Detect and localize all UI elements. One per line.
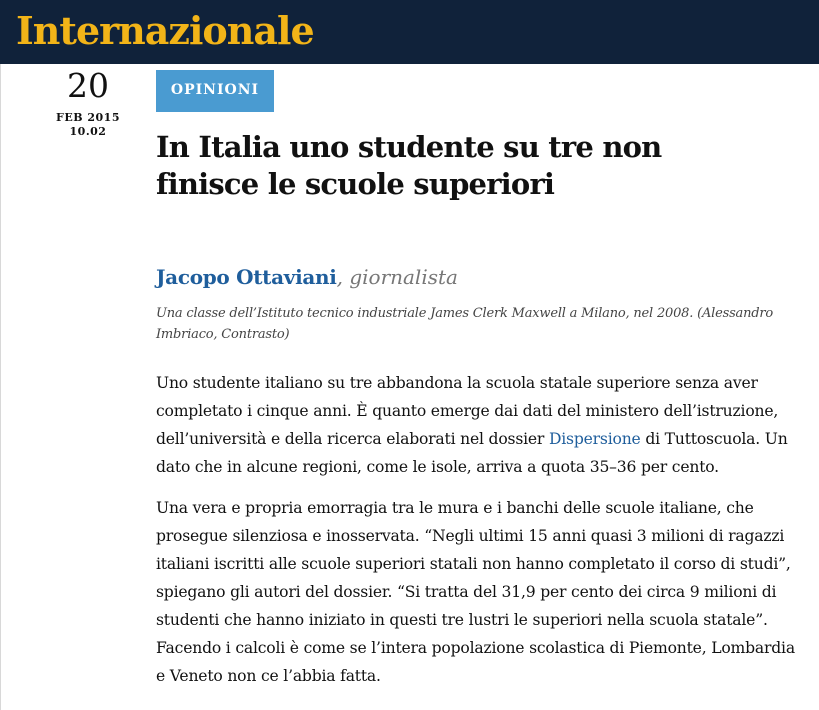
article-paragraph [156, 369, 796, 481]
byline [156, 263, 458, 291]
article-paragraph: Una vera e propria emorragia tra le mura e i banchi delle scuole italiane, che prosegue silenziosa e inosservata. “Negli ultimi 15 anni quasi 3 milioni di ragazzi italiani iscritti alle scuole superiori statali non hanno completato il corso di studi”, spiegano gli autori del dossier. “Si tratta del 31,9 per cento dei circa 9 milioni di studenti che hanno iniziato in questi tre lustri le superiori nella scuola statale”. Facendo i calcoli è come se l’intera popolazione scolastica di Piemonte, Lombardia e Veneto non ce l’abbia fatta. [156, 499, 795, 685]
category-badge[interactable]: OPINIONI [156, 70, 274, 112]
dossier-link[interactable]: Dispersione [548, 430, 641, 448]
author-separator: , [336, 265, 350, 289]
paragraph-text: di Tuttoscuola. Un dato che in alcune regioni, come le isole, arriva a quota 35–36 per cento. [156, 430, 788, 476]
photo-caption: Una classe dell’Istituto tecnico industriale James Clerk Maxwell a Milano, nel 2008. (Alessandro Imbriaco, Contrasto) [156, 306, 774, 342]
author-role: giornalista [349, 265, 458, 289]
publish-time: 10.02 [69, 125, 107, 138]
site-header [0, 0, 819, 64]
page-left-border [0, 64, 1, 710]
article-headline: In Italia uno studente su tre non finisce le scuole superiori [156, 130, 662, 201]
site-logo[interactable]: Internazionale [16, 8, 314, 53]
author-link[interactable]: Jacopo Ottaviani [156, 265, 337, 289]
paragraph-text: Uno studente italiano su tre abbandona la scuola statale superiore senza aver completato i cinque anni. È quanto emerge dai dati del ministero dell’istruzione, dell’università e della ricerca elaborati nel dossier [156, 374, 779, 448]
publish-day: 20 [67, 66, 109, 105]
article-paragraph-cutoff [156, 687, 796, 710]
publish-month-year: FEB 2015 [56, 111, 120, 124]
